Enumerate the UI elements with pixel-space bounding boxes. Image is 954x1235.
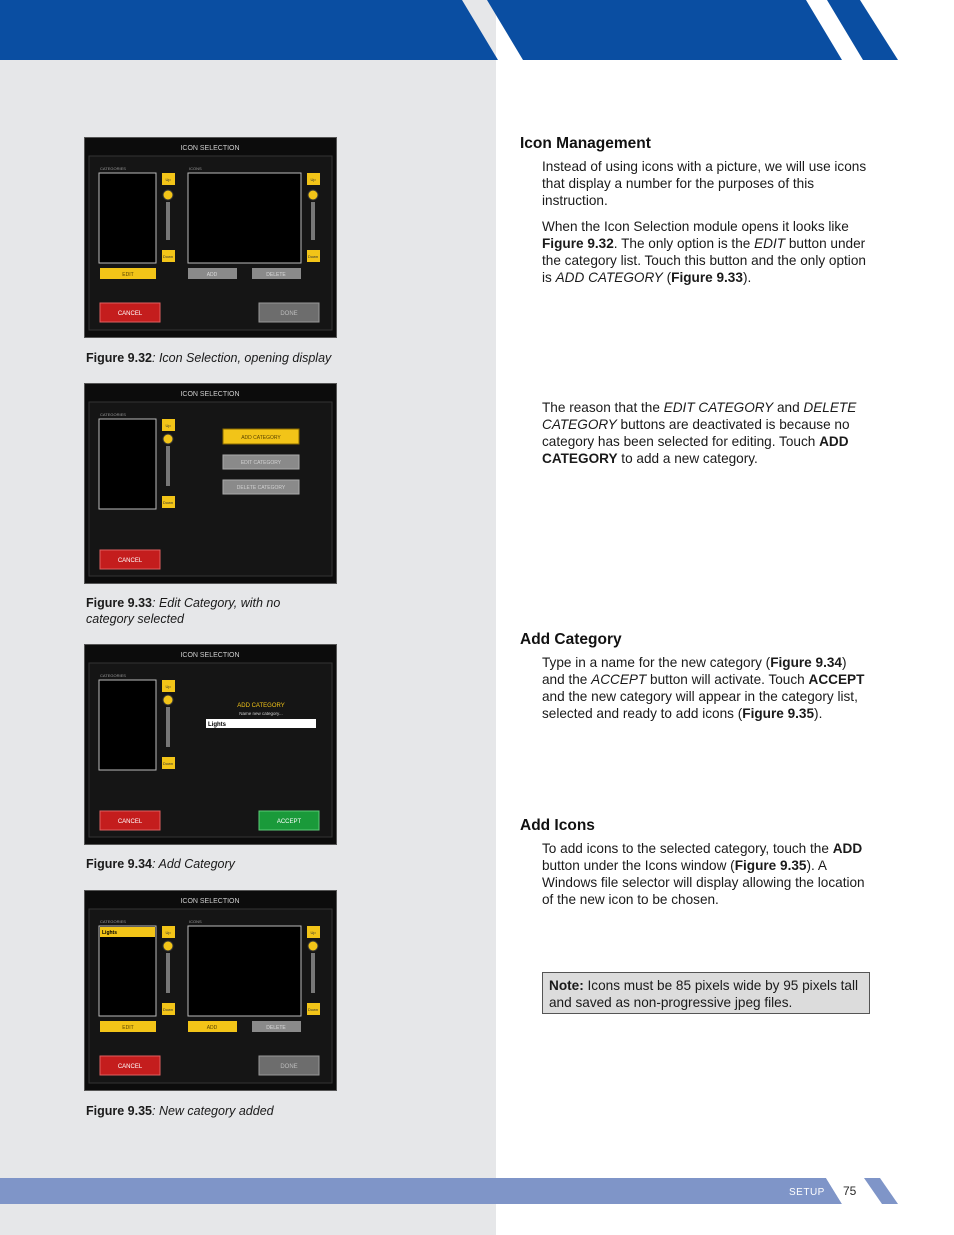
- categories-label: CATEGORIES: [100, 166, 126, 171]
- screen-title: ICON SELECTION: [180, 145, 240, 152]
- screen-title: ICON SELECTION: [180, 652, 240, 659]
- figure-9-34-caption: Figure 9.34: Add Category: [86, 857, 235, 871]
- figure-9-35-screenshot: [84, 890, 337, 1091]
- add-category-paragraph: Type in a name for the new category (Figure 9.34) and the ACCEPT button will activate. Touch ACCEPT and the new category will appear in the category list, selected and ready to add icons (Figure 9.35).: [542, 655, 865, 721]
- icon-management-heading: Icon Management: [520, 135, 651, 152]
- cancel-button-label: CANCEL: [117, 558, 143, 564]
- icons-scroll-track[interactable]: [311, 202, 315, 240]
- scroll-up-label: Up: [165, 177, 171, 182]
- scroll-handle-icon[interactable]: [163, 695, 173, 705]
- screen-title: ICON SELECTION: [180, 898, 240, 905]
- cancel-button-label: CANCEL: [117, 819, 143, 825]
- scroll-up-label: Up: [165, 930, 171, 935]
- figure-9-33-caption: Figure 9.33: Edit Category, with no category selected: [86, 596, 281, 626]
- icon-management-paragraph-1: Instead of using icons with a picture, we will use icons that display a number for the purposes of this instruction.: [542, 159, 867, 208]
- icons-label: ICONS: [189, 919, 202, 924]
- add-icons-paragraph: To add icons to the selected category, touch the ADD button under the Icons window (Figure 9.35). A Windows file selector will display allowing the location of the new icon to be chosen.: [542, 841, 865, 907]
- figure-9-32-screenshot: [84, 137, 337, 338]
- icons-window[interactable]: [188, 173, 301, 263]
- add-button-label: ADD: [206, 1025, 218, 1031]
- cancel-button-label: CANCEL: [117, 1064, 143, 1070]
- delete-category-label: DELETE CATEGORY: [236, 485, 286, 491]
- icons-scroll-down-label: Down: [307, 1007, 319, 1012]
- cancel-button-label: CANCEL: [117, 311, 143, 317]
- scroll-handle-icon[interactable]: [163, 190, 173, 200]
- edit-button-label: EDIT: [122, 272, 134, 278]
- figure-9-34-screenshot: [84, 644, 337, 845]
- icons-scroll-up-label: Up: [310, 930, 316, 935]
- icons-scroll-track[interactable]: [311, 953, 315, 993]
- scroll-track[interactable]: [166, 446, 170, 486]
- category-list[interactable]: [99, 680, 156, 770]
- figure-9-33-screenshot: [84, 383, 337, 584]
- categories-label: CATEGORIES: [100, 412, 126, 417]
- category-item-label: Lights: [102, 930, 117, 936]
- scroll-handle-icon[interactable]: [163, 941, 173, 951]
- note-box: Note: Icons must be 85 pixels wide by 95 pixels tall and saved as non-progressive jpeg files.: [542, 972, 870, 1014]
- category-list[interactable]: [99, 173, 156, 263]
- scroll-track[interactable]: [166, 953, 170, 993]
- scroll-down-label: Down: [162, 761, 174, 766]
- done-button-label: DONE: [280, 311, 298, 317]
- category-list[interactable]: [99, 926, 156, 1016]
- scroll-up-label: Up: [165, 684, 171, 689]
- edit-category-label: EDIT CATEGORY: [240, 460, 282, 466]
- header-band: [0, 0, 954, 60]
- scroll-track[interactable]: [166, 707, 170, 747]
- scroll-handle-icon[interactable]: [163, 434, 173, 444]
- screen-title: ICON SELECTION: [180, 391, 240, 398]
- category-name-input-value: Lights: [208, 722, 226, 728]
- add-category-heading: Add Category: [520, 631, 622, 648]
- icons-scroll-handle-icon[interactable]: [308, 190, 318, 200]
- delete-button-label: DELETE: [266, 1025, 286, 1031]
- categories-label: CATEGORIES: [100, 919, 126, 924]
- scroll-down-label: Down: [162, 254, 174, 259]
- scroll-down-label: Down: [162, 1007, 174, 1012]
- add-category-label: ADD CATEGORY: [241, 435, 281, 441]
- icons-label: ICONS: [189, 166, 202, 171]
- icon-management-paragraph-2: When the Icon Selection module opens it looks like Figure 9.32. The only option is the EDIT button under the category list. Touch this button and the only option is ADD CATEGORY (Figure 9.33).: [542, 219, 866, 285]
- scroll-up-label: Up: [165, 423, 171, 428]
- icons-scroll-down-label: Down: [307, 254, 319, 259]
- delete-button-label: DELETE: [266, 272, 286, 278]
- figure-9-35-caption: Figure 9.35: New category added: [86, 1104, 274, 1118]
- done-button-label: DONE: [280, 1064, 298, 1070]
- category-list[interactable]: [99, 419, 156, 509]
- scroll-down-label: Down: [162, 500, 174, 505]
- icons-window[interactable]: [188, 926, 301, 1016]
- scroll-track[interactable]: [166, 202, 170, 240]
- edit-button-label: EDIT: [122, 1025, 134, 1031]
- figure-9-32-caption: Figure 9.32: Icon Selection, opening display: [86, 351, 332, 365]
- name-prompt: Name new category...: [239, 711, 283, 716]
- add-icons-heading: Add Icons: [520, 817, 595, 834]
- page-number: 75: [843, 1184, 857, 1198]
- add-button-label: ADD: [206, 272, 218, 278]
- icon-management-paragraph-3: The reason that the EDIT CATEGORY and DELETE CATEGORY buttons are deactivated is because no category has been selected for editing. Touch ADD CATEGORY to add a new category.: [542, 400, 857, 466]
- icons-scroll-up-label: Up: [310, 177, 316, 182]
- icons-scroll-handle-icon[interactable]: [308, 941, 318, 951]
- accept-button-label: ACCEPT: [276, 819, 302, 825]
- footer-section-label: SETUP: [789, 1187, 825, 1198]
- categories-label: CATEGORIES: [100, 673, 126, 678]
- add-category-heading: ADD CATEGORY: [237, 703, 285, 709]
